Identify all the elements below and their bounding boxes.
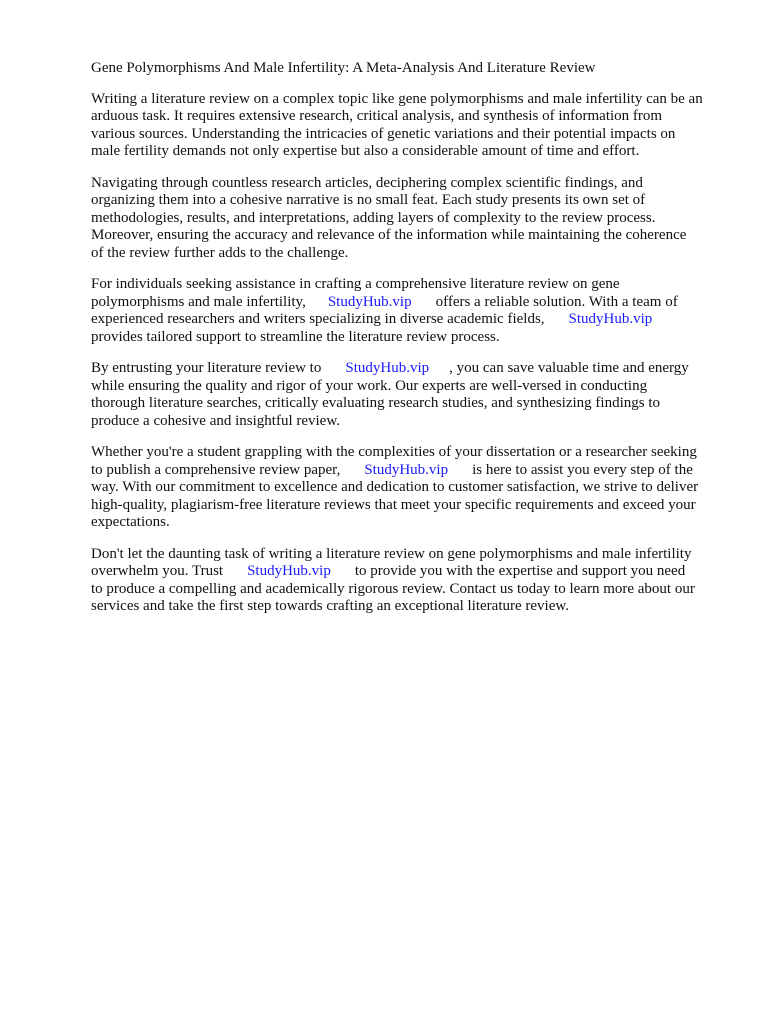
document-body [91, 60, 727, 630]
text-line: Whether you're a student grappling with the complexities of your dissertation or a researcher seeking [91, 444, 697, 460]
text-line [91, 311, 727, 329]
text-segment: is here to assist you every step of the [472, 461, 693, 478]
text-line: male fertility demands not only expertise but also a considerable amount of time and effort. [91, 143, 640, 159]
text-line: Don't let the daunting task of writing a literature review on gene polymorphisms and male infertility [91, 545, 692, 562]
text-line [91, 360, 727, 378]
text-line: methodologies, results, and interpretations, adding layers of complexity to the review process. [91, 209, 656, 226]
text-line: Writing a literature review on a complex topic like gene polymorphisms and male infertility can be an [91, 90, 703, 107]
paragraph-entrusting [91, 360, 727, 430]
text-line: while ensuring the quality and rigor of your work. Our experts are well-versed in conducting [91, 377, 648, 394]
text-segment: polymorphisms and male infertility, [91, 293, 306, 310]
text-line: organizing them into a cohesive narrative is no small feat. Each study presents its own set of [91, 192, 646, 208]
text-line: expectations. [91, 514, 170, 530]
paragraph-whether [91, 444, 727, 532]
studyhub-link[interactable]: StudyHub.vip [327, 293, 412, 310]
text-line: For individuals seeking assistance in crafting a comprehensive literature review on gene [91, 276, 620, 292]
text-line: various sources. Understanding the intricacies of genetic variations and their potential impacts on [91, 125, 676, 142]
text-line: services and take the first step towards crafting an exceptional literature review. [91, 598, 569, 614]
text-line: produce a cohesive and insightful review. [91, 412, 340, 429]
text-line: Moreover, ensuring the accuracy and relevance of the information while maintaining the coherence [91, 227, 687, 243]
text-segment: to publish a comprehensive review paper, [91, 461, 341, 478]
text-segment: By entrusting your literature review to [91, 360, 322, 376]
text-line: high-quality, plagiarism-free literature reviews that meet your specific requirements and exceed your [91, 496, 696, 513]
text-line: of the review further adds to the challenge. [91, 244, 349, 261]
studyhub-link[interactable]: StudyHub.vip [247, 563, 331, 579]
studyhub-link[interactable]: StudyHub.vip [364, 461, 449, 478]
text-line: Navigating through countless research articles, deciphering complex scientific findings, and [91, 174, 643, 191]
text-segment: offers a reliable solution. With a team of [435, 293, 678, 310]
studyhub-link[interactable]: StudyHub.vip [345, 360, 430, 376]
text-line: provides tailored support to streamline the literature review process. [91, 328, 500, 345]
studyhub-link[interactable]: StudyHub.vip [568, 311, 653, 327]
text-line: arduous task. It requires extensive research, critical analysis, and synthesis of information from [91, 108, 663, 124]
text-line [91, 294, 727, 312]
text-line [91, 462, 727, 480]
paragraph-navigating [91, 175, 727, 263]
paragraph-closing [91, 546, 727, 616]
paragraph-intro [91, 91, 727, 161]
document-title: Gene Polymorphisms And Male Infertility: A Meta-Analysis And Literature Review [91, 60, 596, 76]
text-segment: experienced researchers and writers specializing in diverse academic fields, [91, 311, 545, 327]
text-segment: , you can save valuable time and energy [449, 360, 689, 376]
text-line: to produce a compelling and academically rigorous review. Contact us today to learn more about our [91, 580, 695, 597]
text-segment: to provide you with the expertise and support you need [354, 563, 686, 579]
text-line: way. With our commitment to excellence and dedication to customer satisfaction, we strive to deliver [91, 479, 699, 495]
text-line: thorough literature searches, critically evaluating research studies, and synthesizing findings to [91, 395, 660, 411]
text-line [91, 563, 727, 581]
text-segment: overwhelm you. Trust [91, 563, 224, 579]
paragraph-assistance [91, 276, 727, 346]
